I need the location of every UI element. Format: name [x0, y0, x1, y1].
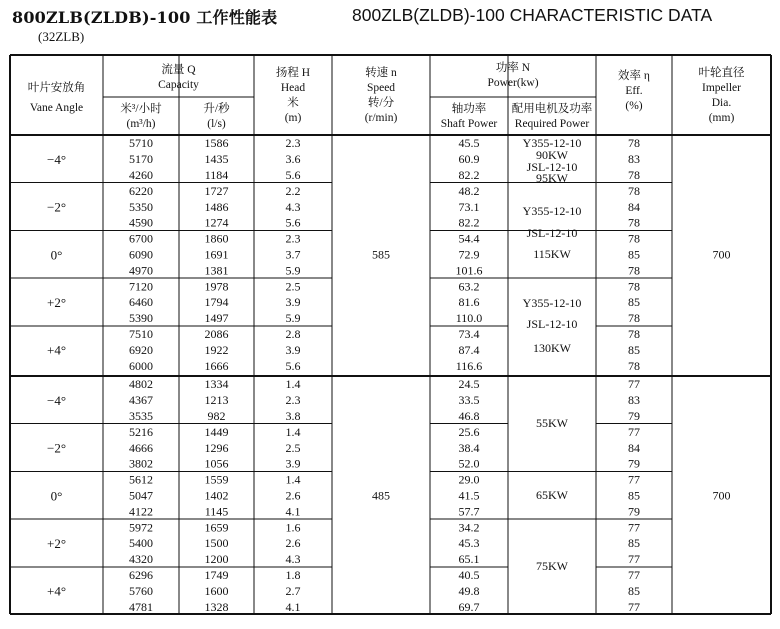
motor-label: Y355-12-10 [522, 204, 582, 218]
capacity-m3h-cell: 4590 [129, 215, 153, 230]
capacity-m3h-cell: 5400 [129, 536, 153, 551]
header-speed-line: Speed [366, 82, 396, 94]
head-cell: 5.9 [285, 263, 301, 278]
header-shaft-power-cn: 轴功率 [451, 103, 487, 115]
header-efficiency-line: 效率 η [618, 70, 650, 82]
capacity-ls-cell: 1749 [204, 568, 229, 582]
shaft-power-cell: 73.1 [458, 199, 480, 214]
efficiency-cell: 78 [628, 168, 640, 182]
header-power-cn: 功率 N [495, 62, 531, 74]
head-cell: 5.6 [285, 215, 301, 230]
capacity-ls-cell: 1691 [204, 247, 229, 262]
capacity-m3h-cell: 7510 [129, 327, 153, 341]
capacity-m3h-cell: 7120 [129, 279, 153, 294]
capacity-ls-cell: 1402 [204, 488, 229, 503]
capacity-m3h-cell: 6700 [129, 231, 153, 246]
efficiency-cell: 79 [628, 409, 640, 423]
efficiency-cell: 77 [628, 568, 640, 582]
efficiency-cell: 77 [628, 520, 640, 535]
efficiency-cell: 84 [628, 199, 640, 214]
capacity-m3h-cell: 4320 [129, 552, 153, 567]
header-impeller-line: 叶轮直径 [698, 67, 745, 79]
head-cell: 4.3 [285, 552, 301, 567]
impeller-diameter-value: 700 [712, 488, 731, 503]
capacity-m3h-cell: 5972 [129, 520, 153, 535]
capacity-m3h-cell: 4367 [129, 393, 153, 408]
capacity-ls-cell: 1727 [204, 183, 229, 198]
capacity-ls-cell: 1381 [204, 263, 229, 278]
shaft-power-cell: 40.5 [458, 568, 480, 582]
vane-angle-label: 0° [50, 247, 63, 263]
page-title-chinese: 800ZLB(ZLDB)-100 工作性能表 [12, 8, 278, 27]
efficiency-cell: 79 [628, 456, 640, 471]
shaft-power-cell: 41.5 [458, 488, 480, 503]
shaft-power-cell: 57.7 [458, 504, 480, 519]
shaft-power-cell: 81.6 [458, 295, 480, 310]
head-cell: 4.1 [285, 504, 301, 519]
shaft-power-cell: 29.0 [458, 472, 480, 487]
head-cell: 4.1 [285, 599, 301, 614]
capacity-m3h-cell: 5760 [129, 583, 153, 598]
capacity-m3h-cell: 6460 [129, 295, 153, 310]
motor-label: 95KW [536, 171, 568, 185]
efficiency-cell: 79 [628, 504, 640, 519]
shaft-power-cell: 87.4 [458, 342, 480, 357]
capacity-ls-cell: 1978 [204, 279, 229, 294]
efficiency-cell: 85 [628, 295, 640, 310]
header-m3h-cn: 米³/小时 [120, 103, 162, 115]
motor-label: 65KW [536, 488, 568, 502]
vane-angle-label: 0° [50, 488, 63, 504]
capacity-ls-cell: 1184 [204, 168, 229, 182]
capacity-ls-cell: 1666 [204, 358, 229, 373]
head-cell: 3.6 [285, 152, 301, 167]
head-cell: 3.8 [285, 409, 301, 423]
efficiency-cell: 77 [628, 552, 640, 567]
capacity-m3h-cell: 6296 [129, 568, 153, 582]
header-required-power-cn: 配用电机及功率 [511, 103, 593, 115]
header-vane-angle-en: Vane Angle [29, 102, 84, 114]
capacity-ls-cell: 982 [207, 409, 226, 423]
capacity-ls-cell: 1794 [204, 295, 229, 310]
vane-angle-label: +4° [46, 342, 67, 358]
shaft-power-cell: 25.6 [458, 424, 480, 439]
head-cell: 2.6 [285, 536, 301, 551]
efficiency-cell: 78 [628, 327, 640, 341]
header-m3h-unit: (m³/h) [126, 118, 156, 130]
capacity-ls-cell: 1296 [204, 440, 229, 455]
efficiency-cell: 78 [628, 183, 640, 198]
head-cell: 1.4 [285, 424, 301, 439]
header-speed-line: (r/min) [364, 112, 398, 124]
efficiency-cell: 78 [628, 231, 640, 246]
efficiency-cell: 85 [628, 247, 640, 262]
capacity-m3h-cell: 5390 [129, 311, 153, 326]
capacity-ls-cell: 1274 [204, 215, 229, 230]
head-cell: 1.4 [285, 377, 301, 392]
shaft-power-cell: 34.2 [458, 520, 480, 535]
capacity-ls-cell: 1586 [204, 136, 229, 151]
capacity-ls-cell: 1449 [204, 424, 229, 439]
capacity-ls-cell: 1659 [204, 520, 229, 535]
header-head-line: 扬程 H [275, 67, 311, 79]
header-ls-cn: 升/秒 [203, 103, 230, 115]
efficiency-cell: 77 [628, 472, 640, 487]
capacity-ls-cell: 1328 [204, 599, 229, 614]
capacity-m3h-cell: 4970 [129, 263, 153, 278]
head-cell: 2.3 [285, 231, 301, 246]
motor-label: Y355-12-10 [522, 296, 582, 310]
efficiency-cell: 85 [628, 488, 640, 503]
capacity-m3h-cell: 5170 [129, 152, 153, 167]
shaft-power-cell: 73.4 [458, 327, 480, 341]
efficiency-cell: 78 [628, 136, 640, 151]
capacity-m3h-cell: 4666 [129, 440, 153, 455]
head-cell: 1.6 [285, 520, 301, 535]
header-efficiency-line: (%) [625, 100, 643, 112]
efficiency-cell: 83 [628, 393, 640, 408]
page-title-english: 800ZLB(ZLDB)-100 CHARACTERISTIC DATA [352, 5, 713, 25]
shaft-power-cell: 82.2 [458, 215, 480, 230]
header-power-en: Power(kw) [487, 77, 539, 89]
head-cell: 2.5 [285, 440, 301, 455]
header-head-line: 米 [287, 97, 299, 109]
capacity-m3h-cell: 5350 [129, 199, 153, 214]
head-cell: 5.6 [285, 358, 301, 373]
header-impeller-line: Dia. [711, 97, 732, 109]
header-capacity-cn: 流量 Q [161, 64, 196, 76]
capacity-m3h-cell: 5612 [129, 472, 153, 487]
shaft-power-cell: 33.5 [458, 393, 480, 408]
motor-label: Y355-12-10 [522, 136, 582, 150]
capacity-m3h-cell: 5710 [129, 136, 153, 151]
shaft-power-cell: 110.0 [455, 311, 483, 326]
capacity-m3h-cell: 6920 [129, 342, 153, 357]
head-cell: 3.9 [285, 456, 301, 471]
capacity-ls-cell: 1145 [204, 504, 229, 519]
efficiency-cell: 77 [628, 599, 640, 614]
efficiency-cell: 85 [628, 583, 640, 598]
capacity-ls-cell: 1213 [204, 393, 229, 408]
shaft-power-cell: 45.3 [458, 536, 480, 551]
header-head-line: (m) [284, 112, 302, 124]
shaft-power-cell: 46.8 [458, 409, 480, 423]
head-cell: 2.3 [285, 136, 301, 151]
vane-angle-label: +4° [46, 583, 67, 599]
capacity-m3h-cell: 4781 [129, 599, 153, 614]
shaft-power-cell: 24.5 [458, 377, 480, 392]
capacity-m3h-cell: 4260 [129, 168, 153, 182]
header-vane-angle-cn: 叶片安放角 [27, 82, 86, 94]
efficiency-cell: 85 [628, 536, 640, 551]
efficiency-cell: 85 [628, 342, 640, 357]
vane-angle-label: −4° [46, 151, 67, 167]
shaft-power-cell: 60.9 [458, 152, 480, 167]
shaft-power-cell: 63.2 [458, 279, 480, 294]
head-cell: 2.7 [285, 583, 301, 598]
head-cell: 3.9 [285, 295, 301, 310]
head-cell: 3.7 [285, 247, 301, 262]
capacity-m3h-cell: 3535 [129, 409, 153, 423]
shaft-power-cell: 52.0 [458, 456, 480, 471]
shaft-power-cell: 49.8 [458, 583, 480, 598]
impeller-diameter-value: 700 [712, 247, 731, 262]
page-subtitle: (32ZLB) [38, 29, 85, 44]
header-impeller-line: (mm) [708, 112, 735, 124]
shaft-power-cell: 116.6 [455, 358, 483, 373]
shaft-power-cell: 38.4 [458, 440, 480, 455]
motor-label: JSL-12-10 [526, 160, 578, 174]
header-head-line: Head [280, 82, 306, 94]
efficiency-cell: 78 [628, 279, 640, 294]
capacity-m3h-cell: 5047 [129, 488, 153, 503]
head-cell: 2.2 [285, 183, 301, 198]
header-required-power-en: Required Power [514, 118, 590, 130]
efficiency-cell: 77 [628, 377, 640, 392]
efficiency-cell: 78 [628, 358, 640, 373]
vane-angle-label: −4° [46, 392, 67, 408]
capacity-ls-cell: 1497 [204, 311, 229, 326]
shaft-power-cell: 45.5 [458, 136, 480, 151]
capacity-ls-cell: 1200 [204, 552, 229, 567]
header-shaft-power-en: Shaft Power [440, 118, 498, 130]
capacity-ls-cell: 1559 [204, 472, 229, 487]
motor-label: 55KW [536, 416, 568, 430]
head-cell: 2.8 [285, 327, 301, 341]
capacity-ls-cell: 1056 [204, 456, 229, 471]
capacity-m3h-cell: 3802 [129, 456, 153, 471]
vane-angle-label: +2° [46, 535, 67, 551]
head-cell: 2.6 [285, 488, 301, 503]
motor-label: 115KW [533, 247, 571, 261]
header-ls-unit: (l/s) [207, 118, 226, 130]
capacity-ls-cell: 1860 [204, 231, 229, 246]
shaft-power-cell: 101.6 [455, 263, 483, 278]
efficiency-cell: 77 [628, 424, 640, 439]
head-cell: 5.6 [285, 168, 301, 182]
header-capacity-en: Capacity [158, 79, 199, 91]
motor-label: 130KW [533, 341, 571, 355]
vane-angle-label: −2° [46, 440, 67, 456]
motor-label: JSL-12-10 [526, 317, 578, 331]
head-cell: 5.9 [285, 311, 301, 326]
head-cell: 2.3 [285, 393, 301, 408]
speed-value: 585 [372, 247, 390, 262]
efficiency-cell: 84 [628, 440, 640, 455]
shaft-power-cell: 69.7 [458, 599, 480, 614]
efficiency-cell: 78 [628, 311, 640, 326]
capacity-ls-cell: 1435 [204, 152, 229, 167]
head-cell: 1.8 [285, 568, 301, 582]
motor-label: 90KW [536, 148, 568, 162]
shaft-power-cell: 72.9 [458, 247, 480, 262]
shaft-power-cell: 48.2 [458, 183, 480, 198]
capacity-ls-cell: 1600 [204, 583, 229, 598]
capacity-m3h-cell: 4802 [129, 377, 153, 392]
shaft-power-cell: 65.1 [458, 552, 480, 567]
capacity-m3h-cell: 6220 [129, 183, 153, 198]
head-cell: 3.9 [285, 342, 301, 357]
capacity-m3h-cell: 5216 [129, 424, 153, 439]
head-cell: 1.4 [285, 472, 301, 487]
head-cell: 4.3 [285, 199, 301, 214]
capacity-m3h-cell: 6090 [129, 247, 153, 262]
efficiency-cell: 78 [628, 263, 640, 278]
header-efficiency-line: Eff. [625, 85, 643, 97]
motor-label: JSL-12-10 [526, 226, 578, 240]
capacity-ls-cell: 1486 [204, 199, 229, 214]
header-speed-line: 转/分 [367, 97, 395, 109]
vane-angle-label: +2° [46, 294, 67, 310]
vane-angle-label: −2° [46, 199, 67, 215]
efficiency-cell: 83 [628, 152, 640, 167]
shaft-power-cell: 82.2 [458, 168, 480, 182]
header-impeller-line: Impeller [702, 82, 741, 94]
shaft-power-cell: 54.4 [458, 231, 480, 246]
capacity-ls-cell: 1334 [204, 377, 229, 392]
header-speed-line: 转速 n [365, 67, 397, 79]
speed-value: 485 [372, 488, 390, 503]
capacity-ls-cell: 1922 [204, 342, 229, 357]
capacity-ls-cell: 1500 [204, 536, 229, 551]
capacity-m3h-cell: 4122 [129, 504, 153, 519]
capacity-m3h-cell: 6000 [129, 358, 153, 373]
motor-label: 75KW [536, 559, 568, 573]
head-cell: 2.5 [285, 279, 301, 294]
capacity-ls-cell: 2086 [204, 327, 229, 341]
efficiency-cell: 78 [628, 215, 640, 230]
